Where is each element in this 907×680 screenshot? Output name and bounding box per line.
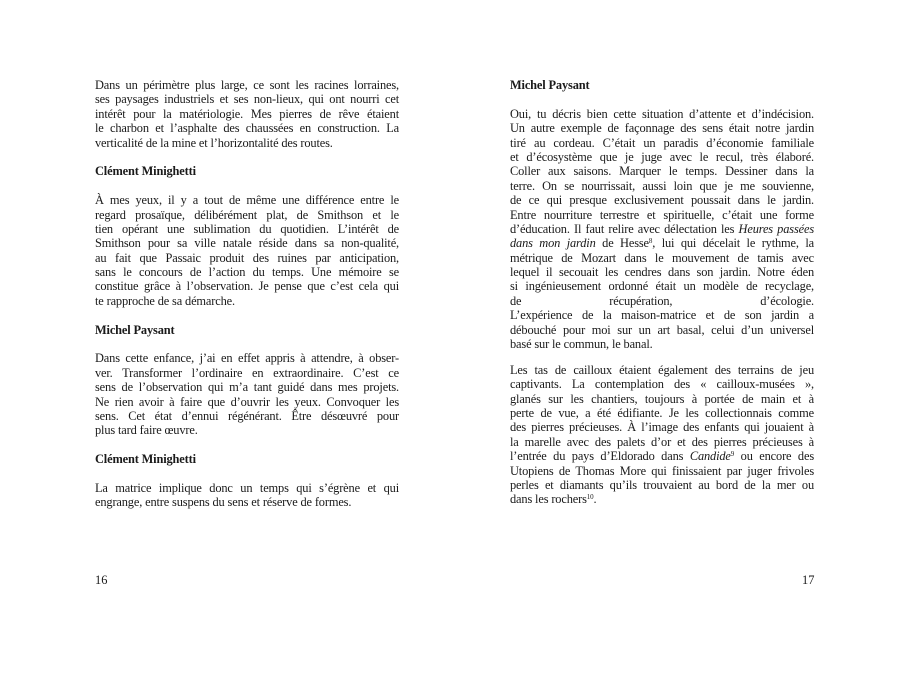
- text-line: Dans un périmètre plus large, ce sont les racines lorraines,: [95, 78, 399, 92]
- text-line: Les tas de cailloux étaient également des terrains de jeu: [510, 362, 814, 377]
- text-line: verticalité de la mine et l’horizontalité des routes.: [95, 135, 333, 150]
- paragraph: [95, 78, 399, 150]
- text-line: [510, 449, 814, 463]
- italic-title: dans mon jardin: [510, 236, 596, 251]
- text-line: Michel Paysant: [510, 78, 590, 92]
- text-line: si ingénieusement ordonné était un modèle de recyclage,: [510, 279, 814, 294]
- footnote-ref: 10: [586, 493, 594, 502]
- footnote-ref: 8: [648, 237, 653, 246]
- text-segment: l’entrée du pays d’Eldorado dans: [510, 449, 690, 464]
- text-line: Un autre exemple de façonnage des sens était notre jardin: [510, 121, 814, 136]
- paragraph: [95, 481, 399, 510]
- text-line: Dans cette enfance, j’ai en effet appris à attendre, à obser-: [95, 351, 399, 366]
- text-line: Ne rien avoir à faire que d’ouvrir les yeux. Convoquer les: [95, 394, 399, 409]
- text-line: perte de vue, a été édifiante. Je les collectionnais comme: [510, 406, 814, 421]
- footnote-ref: 9: [730, 450, 735, 459]
- text-line: À mes yeux, il y a tout de même une différence entre le: [95, 193, 399, 208]
- text-line: Clément Minighetti: [95, 452, 196, 467]
- text-line: le charbon et l’asphalte des chaussées en construction. La: [95, 121, 399, 136]
- page-number-right: 17: [802, 573, 815, 587]
- text-line: glanés sur les chantiers, toujours à portée de main et à: [510, 391, 814, 406]
- text-line: te rapproche de sa démarche.: [95, 293, 235, 308]
- text-line: Michel Paysant: [95, 322, 175, 337]
- right-page: [510, 78, 814, 507]
- speaker-heading: [95, 164, 399, 178]
- text-segment: , lui qui décelait le rythme, la: [652, 236, 814, 251]
- text-line: de ce qui presque exclusivement poussait dans le jardin.: [510, 193, 814, 208]
- text-line: basé sur le commun, le banal.: [510, 337, 653, 352]
- text-line: Utopiens de Thomas More qui finissaient par juger frivoles: [510, 463, 814, 478]
- text-line: sens. Cet état d’ennui régénérant. Être désœuvré pour: [95, 408, 399, 423]
- text-line: engrange, entre suspens du sens et réserve de formes.: [95, 495, 352, 510]
- speaker-heading: [95, 323, 399, 337]
- paragraph: [510, 363, 814, 507]
- text-line: tien opérant une sublimation du quotidien. L’intérêt de: [95, 221, 399, 236]
- text-line: perles et diamants qu’ils trouvaient au bord de la mer ou: [510, 478, 814, 493]
- text-segment: dans les rochers: [510, 492, 587, 507]
- left-page: [95, 78, 399, 510]
- text-line: de récupération, d’écologie.: [510, 293, 814, 308]
- text-line: débouché pour moi sur un art basal, celui d’un universel: [510, 322, 814, 337]
- text-line: des pierres précieuses. À l’image des enfants qui jouaient à: [510, 420, 814, 435]
- text-line: ver. Transformer l’ordinaire en extraordinaire. C’est ce: [95, 365, 399, 380]
- text-line: terre. On se nourrissait, aussi loin que je me souvienne,: [510, 178, 814, 193]
- text-line: captivants. La contemplation des « cailloux-musées »,: [510, 377, 814, 392]
- text-line: la marelle avec des palets d’or et des pierres précieuses à: [510, 434, 814, 449]
- text-line: constitue grâce à l’observation. Je pense que c’est cela qui: [95, 279, 399, 294]
- text-segment: d’éducation. Il faut relire avec délectation les: [510, 221, 739, 236]
- paragraph: [95, 193, 399, 308]
- text-line: Coller aux saisons. Marquer le temps. Dessiner dans la: [510, 164, 814, 179]
- text-line: Entre nourriture terrestre et spirituelle, c’était une forme: [510, 207, 814, 222]
- text-line: lequel il secouait les cendres dans son jardin. Notre éden: [510, 265, 814, 280]
- text-line: sans le concours de l’action du temps. Une mémoire se: [95, 265, 399, 280]
- speaker-heading: [510, 78, 814, 92]
- text-line: [510, 236, 814, 250]
- text-line: Clément Minighetti: [95, 164, 196, 179]
- text-segment: .: [593, 492, 597, 507]
- text-line: Oui, tu décris bien cette situation d’attente et d’indécision.: [510, 106, 814, 121]
- text-line: intérêt pour la matériologie. Mes pierres de rêve étaient: [95, 106, 399, 121]
- text-line: [510, 222, 814, 236]
- italic-title: Candide: [689, 449, 731, 464]
- text-line: Smithson pour sa ville natale réside dans sa non-qualité,: [95, 236, 399, 251]
- text-segment: ou encore des: [734, 449, 814, 464]
- text-line: métrique de Mozart dans le mouvement de tamis avec: [510, 250, 814, 265]
- paragraph: [510, 107, 814, 352]
- text-line: tiré au cordeau. C’était un paradis d’économie familiale: [510, 135, 814, 150]
- text-segment: de Hesse: [595, 236, 649, 251]
- text-line: sens de l’observation qui m’a tant guidé dans mes projets.: [95, 380, 399, 395]
- text-line: et d’écosystème que je juge avec le recul, très élaboré.: [510, 149, 814, 164]
- text-line: L’expérience de la maison-matrice et de son jardin a: [510, 308, 814, 323]
- page-number-left: 16: [95, 573, 108, 587]
- text-line: plus tard faire œuvre.: [95, 423, 198, 438]
- italic-title: Heures passées: [738, 221, 814, 236]
- speaker-heading: [95, 452, 399, 466]
- text-line: [510, 492, 814, 506]
- paragraph: [95, 351, 399, 437]
- text-line: regard prosaïque, délibérément plat, de Smithson et le: [95, 207, 399, 222]
- text-line: La matrice implique donc un temps qui s’égrène et qui: [95, 480, 399, 495]
- text-line: ses paysages industriels et ses non-lieux, qui ont nourri cet: [95, 92, 399, 107]
- text-line: au fait que Passaic produit des ruines par anticipation,: [95, 250, 399, 265]
